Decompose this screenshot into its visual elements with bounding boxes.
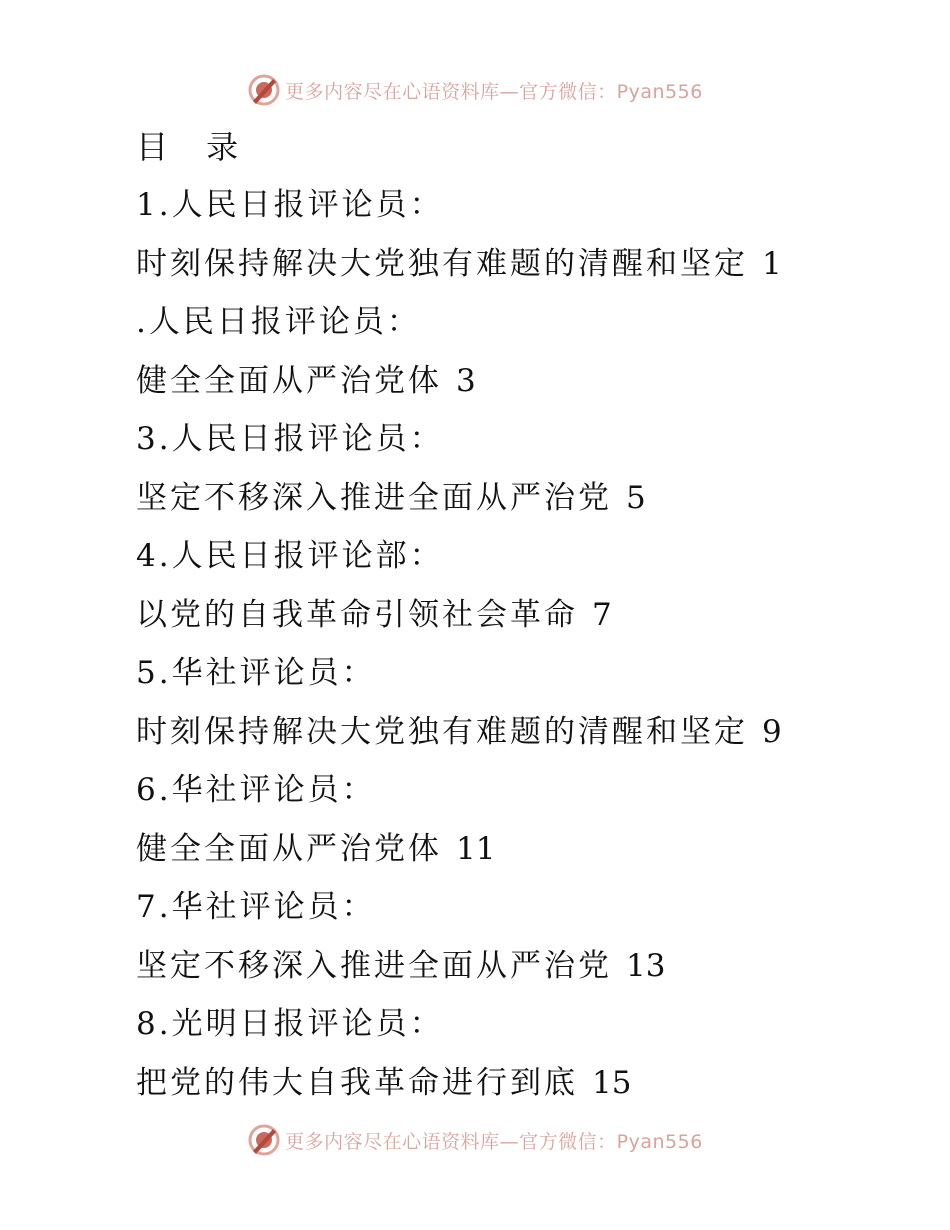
toc-title: 目 录 [136, 128, 253, 166]
toc-entry[interactable] [136, 352, 916, 411]
toc-entry-title: 健全全面从严治党体 [136, 830, 442, 867]
toc-entry-title: 时刻保持解决大党独有难题的清醒和坚定 [136, 713, 748, 750]
toc-entry-title: 时刻保持解决大党独有难题的清醒和坚定 [136, 245, 748, 282]
toc-entry-author: 8.光明日报评论员： [136, 1006, 444, 1042]
toc-entry-title: 以党的自我革命引领社会革命 [136, 596, 578, 633]
toc-entry-author: 4.人民日报评论部： [136, 538, 444, 574]
toc-entry-author: 3.人民日报评论员： [136, 421, 444, 457]
toc-page-number: 11 [456, 830, 496, 867]
toc-entry[interactable] [136, 703, 916, 762]
watermark-text: 更多内容尽在心语资料库—官方微信：Pyan556 [285, 1130, 703, 1153]
toc-entry-author: 6.华社评论员： [136, 772, 376, 808]
toc-entry-title: 把党的伟大自我革命进行到底 [136, 1064, 578, 1101]
toc-entry-author: 1.人民日报评论员： [136, 187, 444, 223]
watermark-text: 更多内容尽在心语资料库—官方微信：Pyan556 [285, 80, 703, 103]
toc-page-number: 5 [626, 479, 646, 516]
toc-page-number: 3 [456, 362, 476, 399]
footer-watermark [0, 1120, 950, 1160]
pen-logo-icon [247, 1123, 281, 1157]
table-of-contents [136, 118, 916, 1112]
toc-entry-title: 坚定不移深入推进全面从严治党 [136, 479, 612, 516]
toc-entry-author: 7.华社评论员： [136, 889, 376, 925]
toc-entry-author: 5.华社评论员： [136, 655, 376, 691]
toc-entry-title: 坚定不移深入推进全面从严治党 [136, 947, 612, 984]
toc-page-number: 13 [626, 947, 666, 984]
toc-page-number: 7 [592, 596, 612, 633]
toc-page-number: 1 [762, 245, 782, 282]
toc-entry[interactable] [136, 937, 916, 996]
toc-entry-author: .人民日报评论员： [136, 304, 421, 340]
toc-page-number: 9 [762, 713, 782, 750]
toc-entry[interactable] [136, 469, 916, 528]
toc-entry[interactable] [136, 586, 916, 645]
pen-logo-icon [247, 73, 281, 107]
toc-entry[interactable] [136, 820, 916, 879]
toc-page-number: 15 [592, 1064, 632, 1101]
toc-entry[interactable] [136, 235, 916, 294]
header-watermark [0, 70, 950, 110]
toc-entry-title: 健全全面从严治党体 [136, 362, 442, 399]
toc-entry[interactable] [136, 1054, 916, 1113]
